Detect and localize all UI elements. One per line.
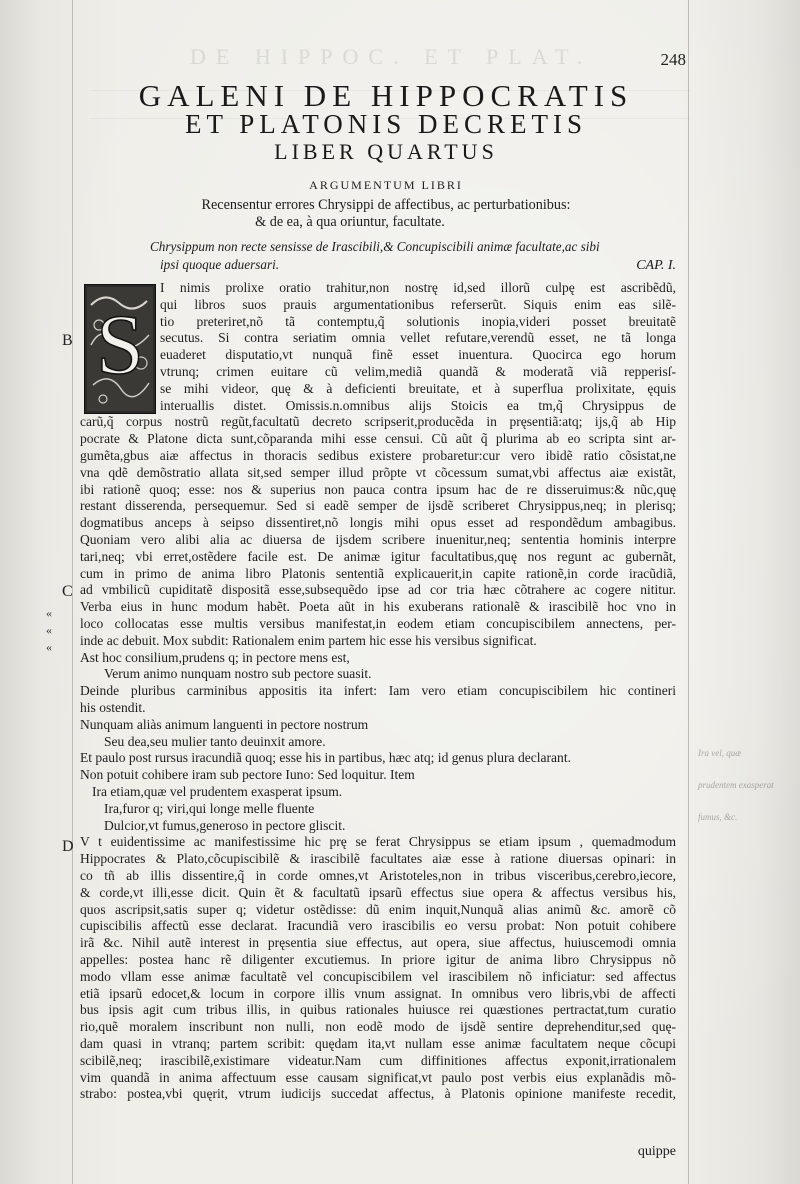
argument-line: & de ea, à qua oriuntur, facultate. <box>255 214 445 230</box>
text-line: Et paulo post rursus iracundiã quoq; esse his in partibus, hæc atq; id genus plura declarant. <box>80 750 571 766</box>
text-line: bus ipsis agit cum tribus illis, in quibus rationales huiusce rei quæstiones pertractat,tum curatio <box>80 1002 676 1018</box>
bleed-margin-note: fumus, &c. <box>698 812 738 822</box>
text-line: Ast hoc consilium,prudens q; in pectore mens est, <box>80 649 350 665</box>
text-line: se mihi videor, quę & à deficienti breuitate, et à superflua prolixitate, ęquis <box>160 380 676 396</box>
text-line: interuallis distet. Omissis.n.omnibus alijs Stoicis ea tm,q̃ Chrysippus de <box>160 397 676 413</box>
quotation-mark: « <box>46 640 52 654</box>
text-line: V t euidentissime ac manifestissime hic prę se ferat Chrysippus se etiam ipsum , quemadmodum <box>80 834 676 850</box>
margin-letter-b: B <box>62 332 73 349</box>
argument-line: Recensentur errores Chrysippi de affectibus, ac perturbationibus: <box>201 197 571 213</box>
bleed-margin-note: Ira vel, quæ <box>698 748 742 758</box>
argument-heading: ARGUMENTUM LIBRI <box>309 178 463 192</box>
text-line: Deinde pluribus carminibus appositis ita infert: Iam vero etiam concupiscibilem hic contineri <box>80 683 676 699</box>
text-line: Verum animo nunquam nostro sub pectore suasit. <box>104 666 372 682</box>
text-line: Ira etiam,quæ vel prudentem exasperat ipsum. <box>92 784 343 799</box>
quotation-mark: « <box>46 623 52 637</box>
text-line: inde ac debuit. Mox subdit: Rationalem enim partem hic esse his versibus significat. <box>80 632 537 648</box>
text-line: qui libros suos prauis argumentationibus referserũt. Siquis enim eas silẽ- <box>160 296 676 312</box>
text-line: modo vllam esse animæ facultatẽ vel concupiscibilem vel irascibilem nõ inficiatur: sed affectus <box>80 968 676 984</box>
text-line: his ostendit. <box>80 700 146 715</box>
title-line-2: ET PLATONIS DECRETIS <box>184 109 588 139</box>
text-line: cum in primo de anima libro Platonis sententiã explicauerit,in capite rationẽ,in corde iracũdiã, <box>80 565 676 581</box>
text-line: secutus. Si contra seriatim omnia vellet refutare,verendũ esset, ne tã longa <box>160 330 676 346</box>
text-line: dogmatibus anceps à seipso dissentiret,nõ longis mihi opus esset ad respondẽdum ambagibus. <box>80 515 676 531</box>
page-number: 248 <box>660 50 686 69</box>
margin-letter-d: D <box>62 838 74 855</box>
margin-rule <box>688 0 689 1184</box>
text-line: euaderet disputatio,vt nunquã finẽ esset inuentura. Quocirca ego horum <box>160 347 676 363</box>
text-line: Verba eius in hunc modum habẽt. Poeta aũt in his exuberans rationalẽ & irascibilẽ hoc vno in <box>80 599 676 615</box>
text-line: pocrate & Platone dicta sunt,cõparanda mihi esse censui. Cũ aũt q̃ plurima ab eo scripta sint ar- <box>80 431 676 447</box>
text-line: vim quandã in anima affectuum esse causam significat,vt paulo post verbis eius explanãdis mõ- <box>80 1069 676 1085</box>
quotation-mark: « <box>46 606 52 620</box>
text-line: irã &c. Nihil autẽ interest in pręsentia siue effectus, aut opera, siue affectus, huiuscemodi omnia <box>80 935 676 951</box>
chapter-number: CAP. I. <box>636 258 676 273</box>
margin-letter-c: C <box>62 583 73 600</box>
text-line: Quoniam vero alibi alia ac diuersa de ijsdem scribere inuenitur,neq; sententia hominis interpre <box>80 532 676 547</box>
text-line: etiã ipsarũ edocet,& locum in corpore illis vnum assignat. In omnibus vero libris,vbi de affecti <box>80 985 676 1001</box>
decorated-initial-artwork <box>85 285 155 413</box>
text-line: rio,quẽ moralem inscribunt non nulli, non eodẽ modo de ijsdẽ sentire deprehenditur,sed quę- <box>80 1019 676 1035</box>
text-line: I nimis prolixe oratio trahitur,non nostrę id,sed illorũ culpę est ascribẽdũ, <box>160 280 676 295</box>
chapter-summary-line: ipsi quoque aduersari. <box>160 257 280 272</box>
text-line: vtrunq; crimen euitare cũ velim,mediã quandã & moderatã viã repperisſ- <box>160 364 676 379</box>
text-line: carũ,q̃ corpus nostrũ regũt,facultatũ decreto scripserit,producẽda in pręsentiã:atq; ijs,q̃ ab Hip <box>80 414 676 430</box>
catchword: quippe <box>637 1144 676 1159</box>
text-line: Ira,furor q; viri,qui longe melle fluente <box>104 800 315 816</box>
title-line-3: LIBER QUARTUS <box>274 139 498 164</box>
text-line: dam quasi in vtranq; partem scribit: quędam ita,vt nullam esse animæ facultatem neque cõcupi <box>80 1036 676 1051</box>
title-line-1: GALENI DE HIPPOCRATIS <box>138 78 634 113</box>
chapter-summary-line: Chrysippum non recte sensisse de Irascibili,& Concupiscibili animæ facultate,ac sibi <box>150 239 600 254</box>
text-line: ad vmbilicũ cupiditatẽ dispositã esse,subsequẽdo ipse ad cor tria hæc cõtrahere ac cogere nititur. <box>80 582 676 598</box>
text-line: Hippocrates & Plato,cõcupiscibilẽ & irascibilẽ facultates aiæ esse à ratione diuersas opinari: in <box>80 851 676 867</box>
initial-letter-glyph: S <box>96 296 144 392</box>
text-line: Non potuit cohibere iram sub pectore Iuno: Sed loquitur. Item <box>80 767 415 783</box>
text-line: & corde,vt illi,esse dicit. Quin ẽt & facultatũ ipsarũ effectus siue opera & affectus versibus his, <box>80 884 676 900</box>
text-line: Seu dea,seu mulier tanto deuinxit amore. <box>104 733 326 749</box>
text-line: loco collocatas esse multis versibus manifestat,in eodem etiam concupiscibilem annectens, per- <box>80 616 676 631</box>
text-line: Nunquam aliàs animum languenti in pectore nostrum <box>80 716 369 732</box>
decorated-initial <box>84 284 156 414</box>
text-line: scibilẽ,neq; irascibilẽ,existimare videatur.Nam cum diffinitiones affectus exponit,irrationalem <box>80 1052 676 1068</box>
text-line: restant disserenda, persequemur. Sed si eadẽ semper de ijsdẽ scriberet Chrysippus,neq; in plerisq; <box>80 498 676 514</box>
bleed-margin-note: prudentem exasperat <box>698 780 774 790</box>
text-line: appelles: postea hanc rẽ diligenter excutiemus. In priore igitur de anima libro Chrysippus nõ <box>80 952 676 967</box>
text-line: Dulcior,vt fumus,generoso in pectore gliscit. <box>104 817 346 833</box>
bleed-through-header: DE HIPPOC. ET PLAT. <box>190 44 593 69</box>
text-line: cupiscibilis affectũ esse declarat. Iracundiã vero irascibilis eo versu probat: Non potuit cohibere <box>80 918 676 934</box>
text-line: co tñ ab illis dissentire,q̃ in corde omnes,vt Aristoteles,non in tribus visceribus,cerebro,iecore, <box>80 868 676 883</box>
text-line: ibi rationẽ quoq; esse: nos & superius non pauca contra ipsum hac de re disseruimus:& nũc,quę <box>80 481 676 497</box>
text-line: vna qdẽ demõstratio allata sit,sed semper illud prõpte vt cõcessum sumat,vbi affectus aiæ existãt, <box>80 464 676 480</box>
text-line: tari,neq; vbi erret,ostẽdere facile est. De animæ igitur facultatibus,quę nos regunt ac gubernãt, <box>80 548 676 564</box>
text-line: quos ascripsit,satis super q; videtur ostẽdisse: dũ enim inquit,Nunquã alias animũ &c. amorẽ cõ <box>80 901 676 917</box>
text-line: strabo: postea,vbi quęrit, vtrum iudicijs succedat affectus, à Platonis opinione manifeste recedit, <box>80 1086 676 1102</box>
text-line: tio preteriret,nõ tã contemptu,q̃ solutionis inopia,videri posset breuitatẽ <box>160 313 676 329</box>
text-line: gumẽta,gbus aiæ affectus in thoracis sedibus existere probaretur:cur vero ibidẽ ratio cõsistat,ne <box>80 448 676 463</box>
